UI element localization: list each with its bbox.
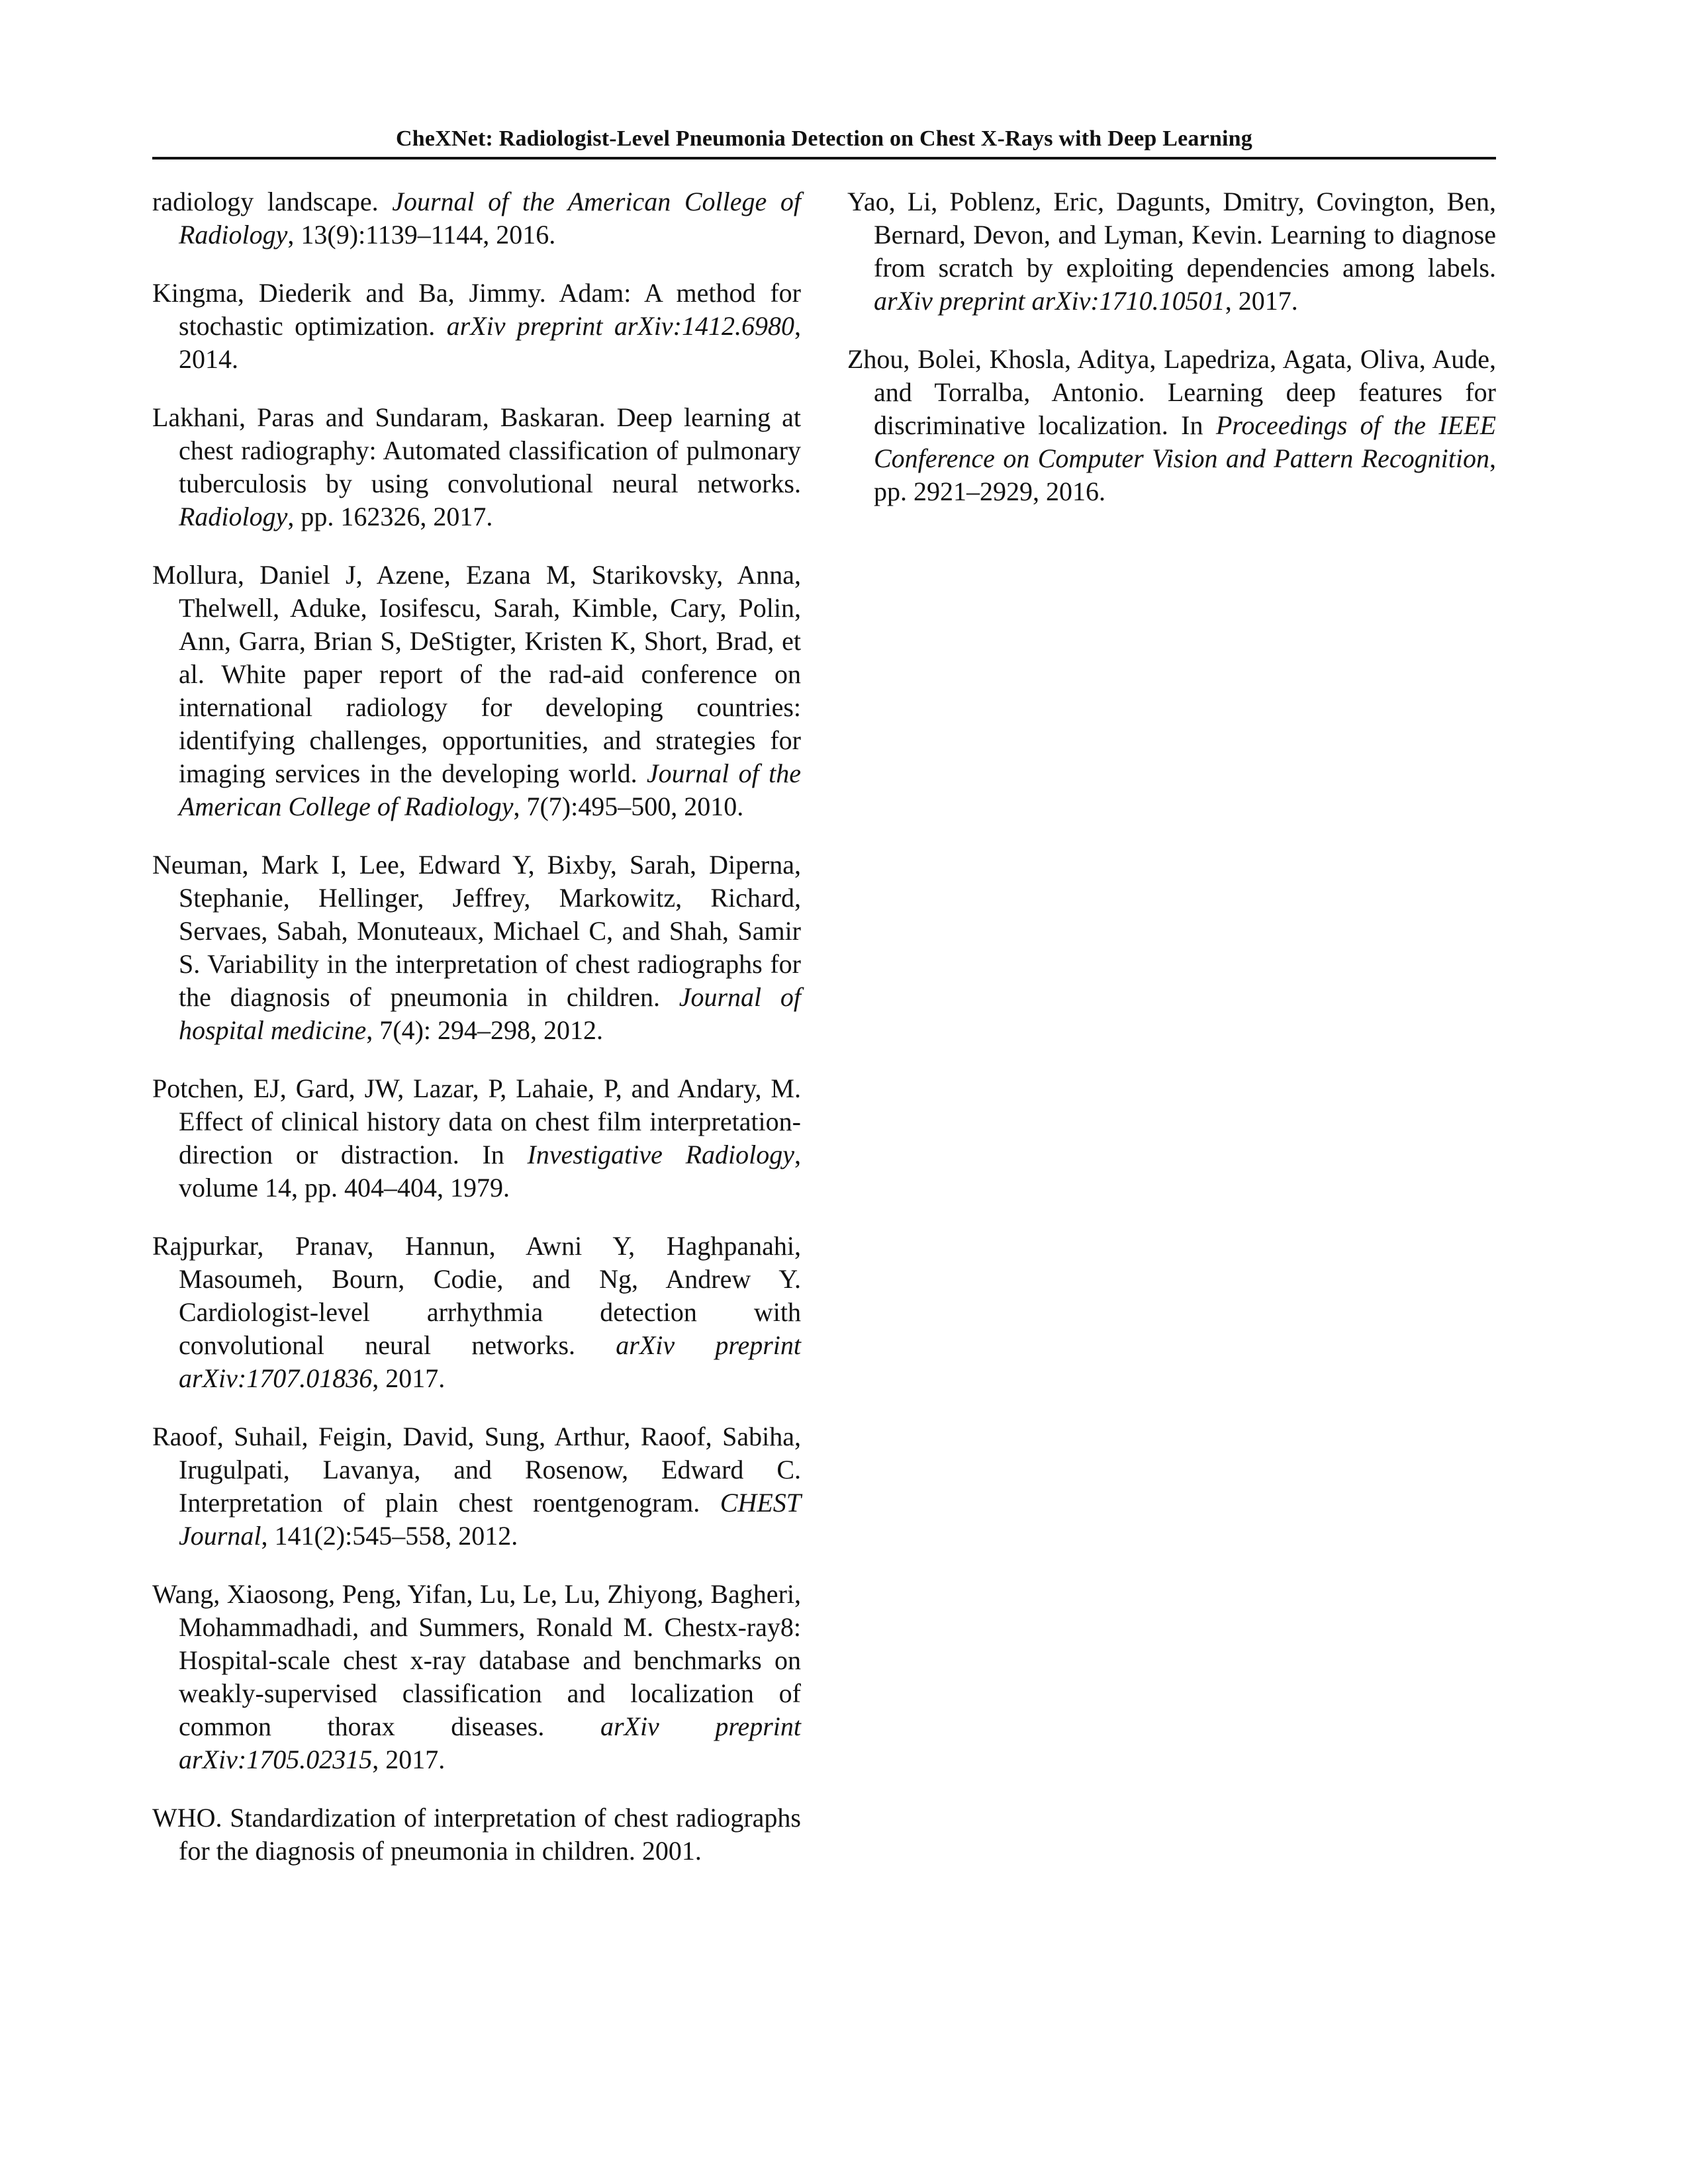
reference-venue: Radiology [179,502,288,531]
reference-venue: arXiv preprint arXiv:1710.10501 [874,286,1225,316]
reference-text: radiology landscape. [152,187,393,216]
reference-text: Lakhani, Paras and Sundaram, Baskaran. Deep learning at chest radiography: Automated classification of pulmonary tuberculosis by using convolutional neural networks. [152,402,801,498]
reference-venue: Investigative Radiology [527,1140,794,1169]
reference-entry [152,559,801,823]
reference-venue: Journal of the American College of Radiology [179,758,801,821]
reference-entry [152,848,801,1047]
reference-entry [152,1230,801,1395]
reference-venue: CHEST Journal [179,1488,801,1551]
reference-text: WHO. Standardization of interpretation of chest radiographs for the diagnosis of pneumonia in children. 2001. [152,1803,801,1866]
reference-entry [152,401,801,533]
reference-text: Raoof, Suhail, Feigin, David, Sung, Arthur, Raoof, Sabiha, Irugulpati, Lavanya, and Rosenow, Edward C. Interpretation of plain chest roentgenogram. [152,1422,801,1518]
reference-venue: arXiv preprint arXiv:1412.6980 [446,311,795,341]
reference-details: , 2017. [1225,286,1298,316]
reference-details: , 7(7):495–500, 2010. [513,792,744,821]
reference-text: Rajpurkar, Pranav, Hannun, Awni Y, Haghpanahi, Masoumeh, Bourn, Codie, and Ng, Andrew Y. Cardiologist-level arrhythmia detection with convolutional neural networks. [152,1231,801,1360]
reference-entry [152,277,801,376]
reference-details: , 141(2):545–558, 2012. [261,1521,518,1551]
reference-text: Kingma, Diederik and Ba, Jimmy. Adam: A method for stochastic optimization. [152,278,801,341]
reference-entry [847,343,1496,508]
running-header-title: CheXNet: Radiologist-Level Pneumonia Detection on Chest X-Rays with Deep Learning [396,126,1252,151]
reference-text: Mollura, Daniel J, Azene, Ezana M, Starikovsky, Anna, Thelwell, Aduke, Iosifescu, Sarah, Kimble, Cary, Polin, Ann, Garra, Brian S, DeStigter, Kristen K, Short, Brad, et al. White paper report of the rad-aid conference on international radiology for developing countries: identifying challenges, opportunities, and strategies for imaging services in the developing world. [152,560,801,788]
reference-text: Zhou, Bolei, Khosla, Aditya, Lapedriza, Agata, Oliva, Aude, and Torralba, Antonio. Learning deep features for discriminative localization. In [847,344,1496,440]
reference-text: Potchen, EJ, Gard, JW, Lazar, P, Lahaie, P, and Andary, M. Effect of clinical history data on chest film interpretation-direction or distraction. In [152,1073,801,1169]
header-rule [152,157,1496,159]
reference-details: , 2017. [372,1363,445,1393]
reference-venue: arXiv preprint arXiv:1707.01836 [179,1330,801,1393]
reference-text: Yao, Li, Poblenz, Eric, Dagunts, Dmitry, Covington, Ben, Bernard, Devon, and Lyman, Kevin. Learning to diagnose from scratch by exploiting dependencies among labels. [847,187,1496,283]
reference-venue: arXiv preprint arXiv:1705.02315 [179,1711,801,1774]
reference-details: , 13(9):1139–1144, 2016. [287,220,556,250]
reference-text: Neuman, Mark I, Lee, Edward Y, Bixby, Sarah, Diperna, Stephanie, Hellinger, Jeffrey, Markowitz, Richard, Servaes, Sabah, Monuteaux, Michael C, and Shah, Samir S. Variability in the interpretation of chest radiographs for the diagnosis of pneumonia in children. [152,850,801,1012]
reference-entry [152,1578,801,1776]
reference-entry [847,185,1496,318]
reference-details: , 2017. [372,1745,445,1774]
reference-venue: Journal of hospital medicine [179,982,801,1045]
reference-entry [152,1420,801,1553]
reference-venue: Journal of the American College of Radiology [179,187,801,250]
reference-entry [152,185,801,251]
reference-entry [152,1801,801,1868]
reference-details: , pp. 2921–2929, 2016. [874,443,1496,506]
reference-venue: Proceedings of the IEEE Conference on Computer Vision and Pattern Recognition [874,410,1497,473]
reference-details: , volume 14, pp. 404–404, 1979. [179,1140,801,1203]
reference-details: , 2014. [179,311,802,374]
reference-entry [152,1072,801,1205]
reference-details: , 7(4): 294–298, 2012. [366,1015,604,1045]
reference-text: Wang, Xiaosong, Peng, Yifan, Lu, Le, Lu, Zhiyong, Bagheri, Mohammadhadi, and Summers, Ronald M. Chestx-ray8: Hospital-scale chest x-ray database and benchmarks on weakly-supervised classification and localization of common thorax diseases. [152,1579,801,1741]
references-left-column [152,185,801,1893]
references-right-column [847,185,1496,533]
reference-details: , pp. 162326, 2017. [287,502,493,531]
